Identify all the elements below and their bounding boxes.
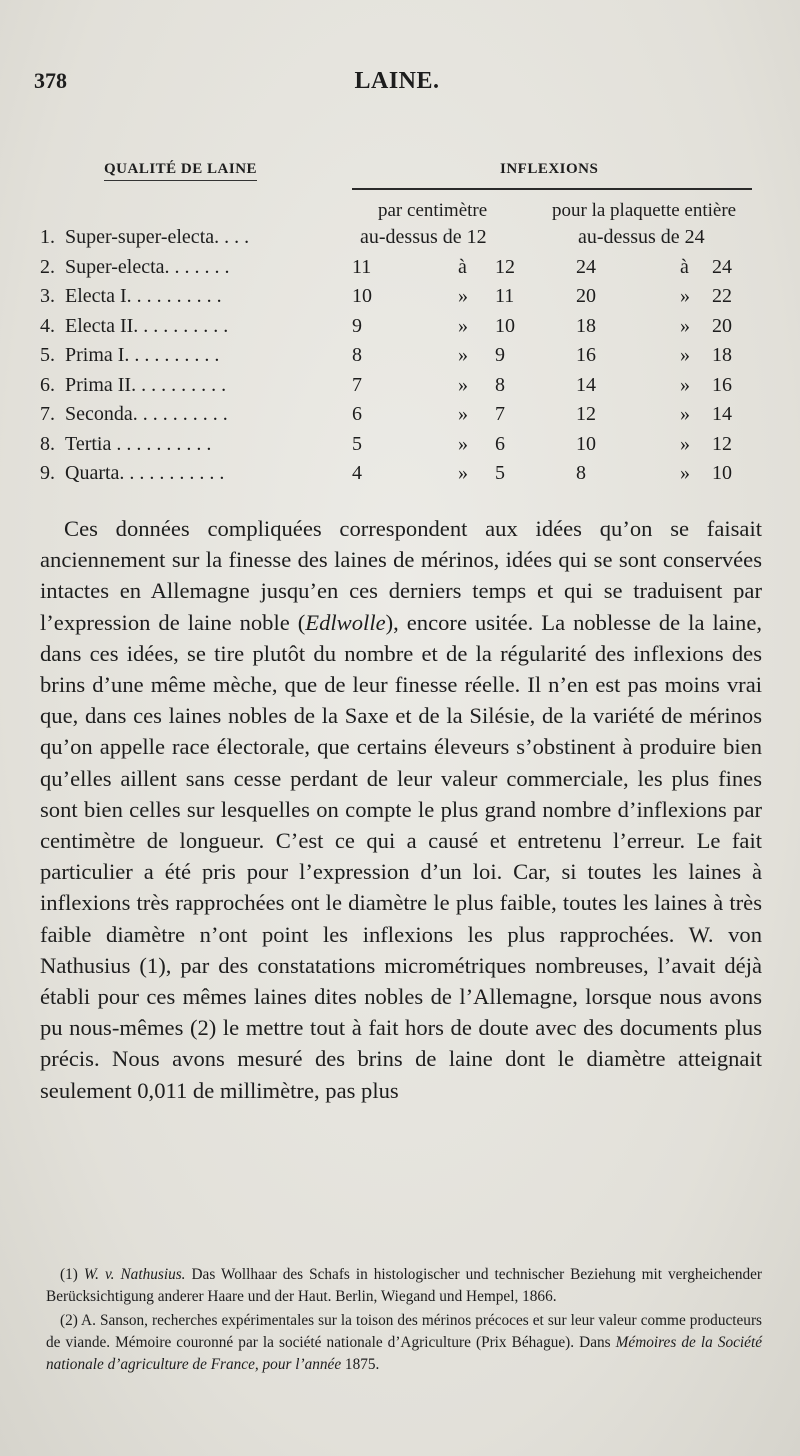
body-text bbox=[40, 513, 762, 1106]
range-separator: » bbox=[680, 373, 690, 396]
range-separator: » bbox=[680, 462, 690, 484]
plaquette-min: 18 bbox=[576, 314, 596, 337]
quality-name: Electa II. . . . . . . . . . bbox=[65, 314, 229, 337]
cm-min: 10 bbox=[352, 285, 372, 307]
plaquette-min: 16 bbox=[576, 344, 596, 366]
range-separator: à bbox=[458, 255, 467, 278]
subheader-per-centimeter: par centimètre bbox=[378, 200, 488, 221]
footnote-text: (2) A. Sanson, recherches expérimentales sur la toison des mérinos précoces et sur leur valeur comme producteurs de viande. Mémoire couronné par la société nationale d’Agriculture (Prix Béhague). Dans bbox=[46, 1312, 762, 1351]
plaquette-max: 18 bbox=[712, 344, 732, 366]
plaquette-max: 12 bbox=[712, 432, 732, 455]
range-separator: » bbox=[458, 462, 468, 484]
plaquette-max: 22 bbox=[712, 285, 732, 307]
cm-max: 5 bbox=[495, 462, 505, 484]
page-header bbox=[34, 68, 760, 108]
footnote-year: 1875. bbox=[341, 1356, 380, 1373]
table-row bbox=[40, 313, 760, 343]
plaquette-min: 12 bbox=[576, 403, 596, 425]
subheader-per-plaquette: pour la plaquette entière bbox=[552, 200, 737, 221]
footnote-mark: (1) bbox=[60, 1266, 84, 1283]
row-number: 2. bbox=[40, 255, 55, 278]
footnote-1 bbox=[46, 1264, 762, 1308]
cm-min: 7 bbox=[352, 373, 362, 396]
plaquette-max: 20 bbox=[712, 314, 732, 337]
paragraph bbox=[40, 513, 762, 1106]
text-run: Ces données compliquées correspondent aux idées qu’on se faisait anciennement sur la finesse des laines de mérinos, idées qui se sont conservées intactes en Allemagne jusqu’en ces derniers temps et qui se traduisent par l’expression de laine noble ( bbox=[40, 516, 762, 635]
quality-name: Tertia . . . . . . . . . . bbox=[65, 432, 212, 455]
cm-min: 4 bbox=[352, 462, 362, 484]
cm-max: 10 bbox=[495, 314, 515, 337]
range-separator: » bbox=[680, 314, 690, 337]
range-separator: » bbox=[458, 432, 468, 455]
footnote-text: Das Wollhaar des Schafs in histologischer und technischer Beziehung mit vergheichender Berücksichtigung anderer Haare und der Haut. Berlin, Wiegand und Hempel, 1866. bbox=[46, 1266, 762, 1305]
cm-max: 11 bbox=[495, 285, 515, 307]
quality-name: Prima II. . . . . . . . . . bbox=[65, 373, 227, 396]
page-number: 378 bbox=[34, 68, 67, 93]
quality-name: Electa I. . . . . . . . . . bbox=[65, 285, 222, 307]
range-separator: » bbox=[458, 314, 468, 337]
plaquette-min: au-dessus de 24 bbox=[578, 226, 705, 248]
footnote-author: W. v. Nathusius. bbox=[83, 1266, 186, 1283]
range-separator: » bbox=[458, 285, 468, 307]
wool-quality-table bbox=[40, 224, 760, 490]
table-row bbox=[40, 254, 760, 284]
cm-min: 5 bbox=[352, 432, 362, 455]
table-header-inflexions: INFLEXIONS bbox=[500, 161, 599, 177]
quality-name: Prima I. . . . . . . . . . bbox=[65, 344, 220, 366]
italic-term: Edlwolle bbox=[305, 609, 386, 635]
row-number: 9. bbox=[40, 462, 55, 484]
row-number: 6. bbox=[40, 373, 55, 396]
range-separator: » bbox=[680, 432, 690, 455]
table-rule bbox=[352, 188, 752, 190]
range-separator: » bbox=[680, 285, 690, 307]
row-number: 8. bbox=[40, 432, 55, 455]
row-number: 5. bbox=[40, 344, 55, 366]
plaquette-min: 24 bbox=[576, 255, 596, 278]
table-row bbox=[40, 283, 760, 313]
plaquette-min: 10 bbox=[576, 432, 596, 455]
cm-min: 9 bbox=[352, 314, 362, 337]
table-row bbox=[40, 342, 760, 372]
cm-min: 11 bbox=[352, 255, 372, 278]
plaquette-max: 16 bbox=[712, 373, 732, 396]
plaquette-max: 14 bbox=[712, 403, 732, 425]
row-number: 4. bbox=[40, 314, 55, 337]
quality-name: Quarta. . . . . . . . . . . bbox=[65, 462, 225, 484]
range-separator: à bbox=[680, 255, 689, 278]
cm-max: 8 bbox=[495, 373, 505, 396]
cm-min: au-dessus de 12 bbox=[360, 226, 487, 248]
table-header-quality: QUALITÉ DE LAINE bbox=[104, 161, 257, 181]
table-row bbox=[40, 224, 760, 254]
table-row bbox=[40, 460, 760, 490]
range-separator: » bbox=[680, 403, 690, 425]
footnotes bbox=[46, 1264, 762, 1378]
range-separator: » bbox=[458, 373, 468, 396]
plaquette-min: 20 bbox=[576, 285, 596, 307]
plaquette-max: 24 bbox=[712, 255, 732, 278]
table-row bbox=[40, 372, 760, 402]
cm-max: 12 bbox=[495, 255, 515, 278]
cm-max: 6 bbox=[495, 432, 505, 455]
text-run: ), encore usitée. La noblesse de la laine, dans ces idées, se tire plutôt du nombre et de la régularité des inflexions des brins d’une même mèche, que de leur finesse réelle. Il n’en est pas moins vrai que, dans ces laines nobles de la Saxe et de la Silésie, de la variété de mérinos qu’on appelle race électorale, que certains éleveurs s’obstinent à produire bien qu’elles aillent sans cesse perdant de leur valeur commerciale, les plus fines sont bien celles sur lesquelles on compte le plus grand nombre d’inflexions par centimètre de longueur. C’est ce qui a causé et entretenu l’erreur. Le fait particulier a été pris pour l’expression d’un loi. Car, si toutes les laines à inflexions très rapprochées ont le diamètre le plus faible, toutes les laines à très faible diamètre n’ont point les inflexions les plus rapprochées. W. von Nathusius (1), par des constatations micrométriques nombreuses, l’avait déjà établi pour ces mêmes laines dites nobles de l’Allemagne, lorsque nous avons pu nous-mêmes (2) le mettre tout à fait hors de doute avec des documents plus précis. Nous avons mesuré des brins de laine dont le diamètre atteignait seulement 0,011 de millimètre, pas plus bbox=[40, 609, 762, 1103]
table-row bbox=[40, 431, 760, 461]
running-title: LAINE. bbox=[354, 68, 440, 94]
plaquette-max: 10 bbox=[712, 462, 732, 484]
footnote-journal: Mémoires de la Société nationale d’agriculture de France, pour l’année bbox=[46, 1334, 762, 1373]
quality-name: Super-electa. . . . . . . bbox=[65, 255, 230, 278]
range-separator: » bbox=[680, 344, 690, 366]
quality-name: Seconda. . . . . . . . . . bbox=[65, 403, 228, 425]
cm-max: 9 bbox=[495, 344, 505, 366]
row-number: 3. bbox=[40, 285, 55, 307]
row-number: 1. bbox=[40, 226, 55, 248]
quality-name: Super-super-electa. . . . bbox=[65, 226, 250, 248]
range-separator: » bbox=[458, 344, 468, 366]
cm-min: 8 bbox=[352, 344, 362, 366]
footnote-2 bbox=[46, 1310, 762, 1376]
range-separator: » bbox=[458, 403, 468, 425]
table-row bbox=[40, 401, 760, 431]
plaquette-min: 8 bbox=[576, 462, 586, 484]
cm-max: 7 bbox=[495, 403, 505, 425]
cm-min: 6 bbox=[352, 403, 362, 425]
row-number: 7. bbox=[40, 403, 55, 425]
plaquette-min: 14 bbox=[576, 373, 596, 396]
